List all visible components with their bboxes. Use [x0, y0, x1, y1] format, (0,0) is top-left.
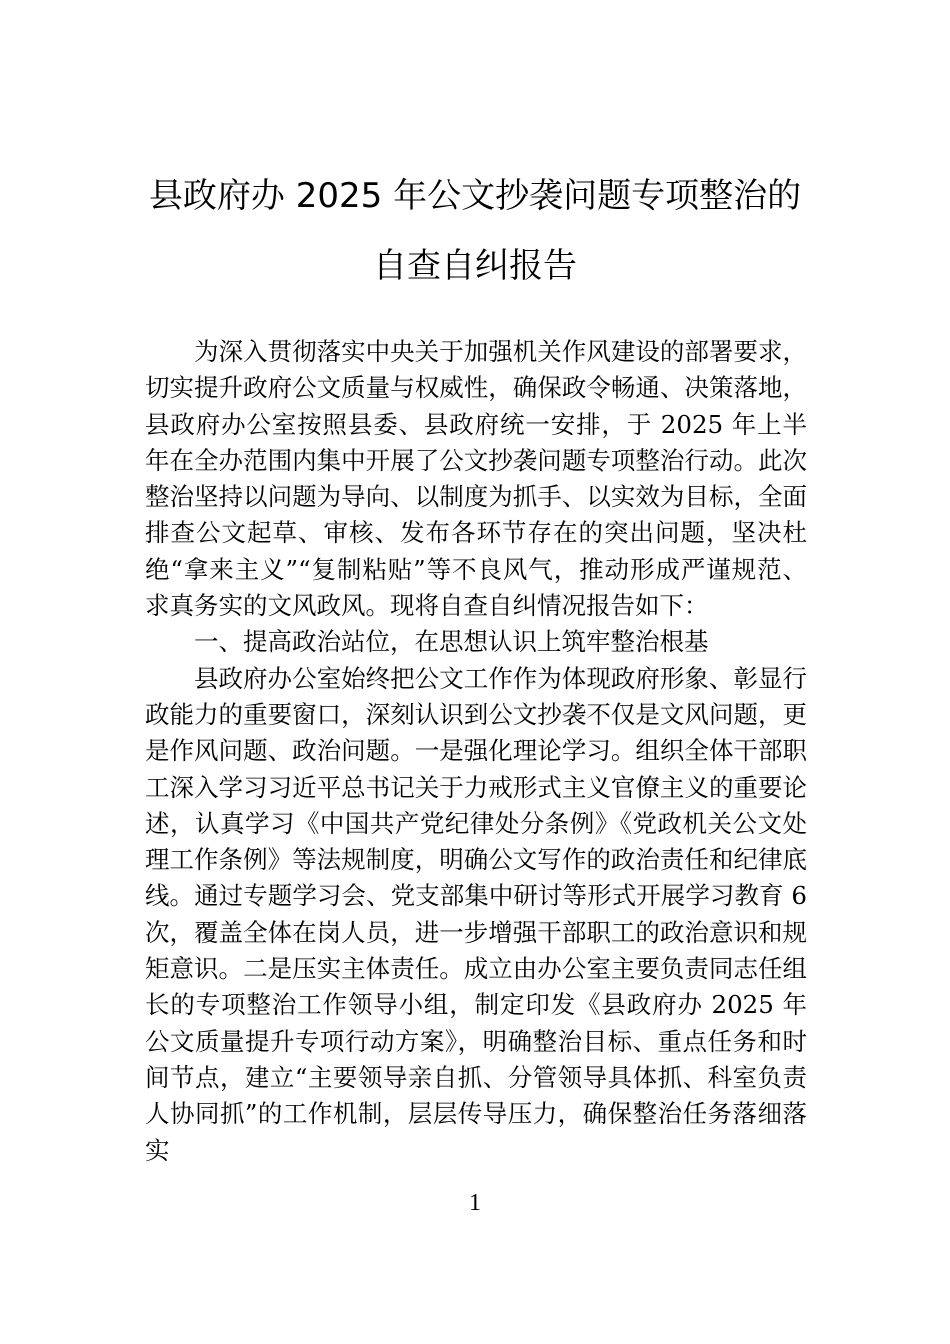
section-paragraph-1: 县政府办公室始终把公文工作作为体现政府形象、彰显行政能力的重要窗口，深刻认识到公文抄袭不仅是文风问题，更是作风问题、政治问题。一是强化理论学习。组织全体干部职工深入学习习近平总书记关于力戒形式主义官僚主义的重要论述，认真学习《中国共产党纪律处分条例》《党政机关公文处理工作条例》等法规制度，明确公文写作的政治责任和纪律底线。通过专题学习会、党支部集中研讨等形式开展学习教育 6 次，覆盖全体在岗人员，进一步增强干部职工的政治意识和规矩意识。二是压实主体责任。成立由办公室主要负责同志任组长的专项整治工作领导小组，制定印发《县政府办 2025 年公文质量提升专项行动方案》，明确整治目标、重点任务和时间节点，建立“主要领导亲自抓、分管领导具体抓、科室负责人协同抓”的工作机制，层层传导压力，确保整治任务落细落实 [145, 663, 807, 1165]
document-title-line-2: 自查自纠报告 [373, 246, 577, 286]
intro-paragraph: 为深入贯彻落实中央关于加强机关作风建设的部署要求，切实提升政府公文质量与权威性，确保政令畅通、决策落地，县政府办公室按照县委、县政府统一安排，于 2025 年上半年在全办范围内集中开展了公文抄袭问题专项整治行动。此次整治坚持以问题为导向、以制度为抓手、以实效为目标，全面排查公文起草、审核、发布各环节存在的突出问题，坚决杜绝“拿来主义”“复制粘贴”等不良风气，推动形成严谨规范、求真务实的文风政风。现将自查自纠情况报告如下： [145, 337, 807, 621]
document-title-line-1: 县政府办 2025 年公文抄袭问题专项整治的 [148, 176, 802, 216]
document-body [145, 334, 807, 1169]
page-number: 1 [469, 1190, 481, 1216]
section-heading-1: 一、提高政治站位，在思想认识上筑牢整治根基 [194, 627, 709, 657]
